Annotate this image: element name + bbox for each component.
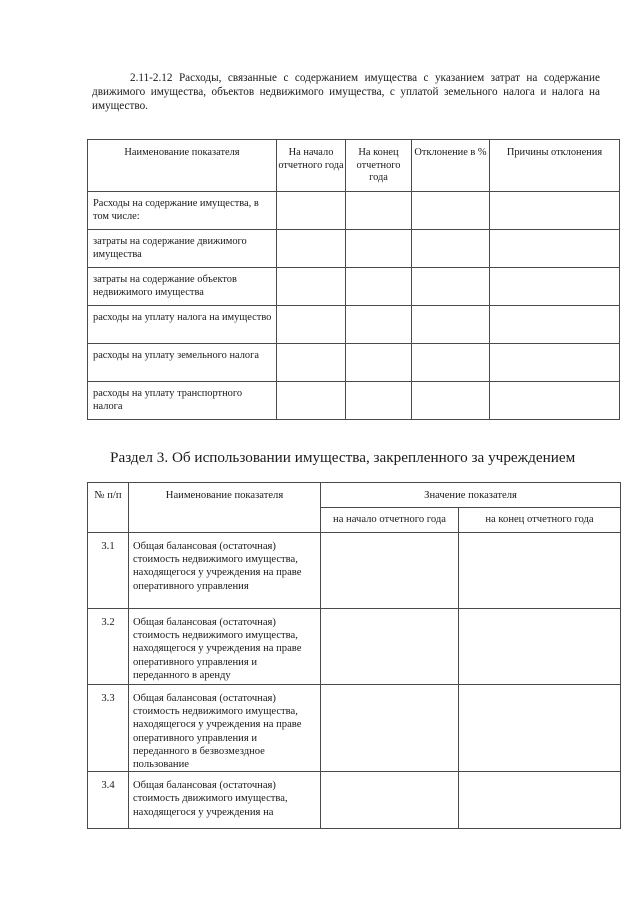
cell-deviation bbox=[412, 382, 490, 420]
row-label: Общая балансовая (остаточная) стоимость недвижимого имущества, находящегося у учреждения на праве оперативного управления и переданного в безвозмездное пользование bbox=[129, 685, 321, 772]
cell-start bbox=[277, 192, 346, 230]
cell-start bbox=[277, 230, 346, 268]
cell-end bbox=[346, 268, 412, 306]
table-row bbox=[88, 268, 620, 306]
cell-reasons bbox=[490, 268, 620, 306]
row-label: Общая балансовая (остаточная) стоимость недвижимого имущества, находящегося у учреждения на праве оперативного управления bbox=[129, 533, 321, 609]
table-row bbox=[88, 772, 621, 829]
row-number: 3.4 bbox=[88, 772, 129, 829]
cell-end bbox=[459, 609, 621, 685]
cell-start bbox=[277, 382, 346, 420]
table-row bbox=[88, 306, 620, 344]
table-row bbox=[88, 192, 620, 230]
table-row bbox=[88, 344, 620, 382]
table-row bbox=[88, 382, 620, 420]
cell-deviation bbox=[412, 192, 490, 230]
cell-start bbox=[277, 344, 346, 382]
cell-start bbox=[321, 772, 459, 829]
cell-end bbox=[459, 685, 621, 772]
cell-reasons bbox=[490, 230, 620, 268]
header-indicator-name: Наименование показателя bbox=[129, 483, 321, 533]
row-label: Расходы на содержание имущества, в том числе: bbox=[88, 192, 277, 230]
cell-start bbox=[321, 609, 459, 685]
row-label: затраты на содержание движимого имущества bbox=[88, 230, 277, 268]
cell-start bbox=[321, 533, 459, 609]
cell-reasons bbox=[490, 306, 620, 344]
header-end-of-year: На конец отчетного года bbox=[346, 140, 412, 192]
cell-start bbox=[277, 268, 346, 306]
cell-start bbox=[277, 306, 346, 344]
header-row-number: № п/п bbox=[88, 483, 129, 533]
property-usage-table bbox=[87, 482, 621, 829]
section-3-title: Раздел 3. Об использовании имущества, закрепленного за учреждением bbox=[110, 449, 576, 466]
table-row bbox=[88, 685, 621, 772]
table-row bbox=[88, 609, 621, 685]
cell-end bbox=[459, 533, 621, 609]
cell-end bbox=[346, 192, 412, 230]
header-indicator-name: Наименование показателя bbox=[88, 140, 277, 192]
row-label: расходы на уплату транспортного налога bbox=[88, 382, 277, 420]
row-label: Общая балансовая (остаточная) стоимость недвижимого имущества, находящегося у учреждения на праве оперативного управления и переданного в аренду bbox=[129, 609, 321, 685]
cell-reasons bbox=[490, 344, 620, 382]
cell-end bbox=[346, 230, 412, 268]
row-label: расходы на уплату налога на имущество bbox=[88, 306, 277, 344]
cell-end bbox=[346, 382, 412, 420]
cell-deviation bbox=[412, 230, 490, 268]
cell-reasons bbox=[490, 382, 620, 420]
row-label: расходы на уплату земельного налога bbox=[88, 344, 277, 382]
table-row bbox=[88, 533, 621, 609]
expenses-table-header bbox=[88, 140, 620, 192]
cell-reasons bbox=[490, 192, 620, 230]
header-deviation-reasons: Причины отклонения bbox=[490, 140, 620, 192]
header-end-of-year: на конец отчетного года bbox=[459, 508, 621, 533]
table-row bbox=[88, 230, 620, 268]
cell-end bbox=[346, 306, 412, 344]
cell-deviation bbox=[412, 306, 490, 344]
row-number: 3.2 bbox=[88, 609, 129, 685]
property-table-header bbox=[88, 483, 621, 508]
cell-end bbox=[459, 772, 621, 829]
row-label: затраты на содержание объектов недвижимого имущества bbox=[88, 268, 277, 306]
expenses-table bbox=[87, 139, 620, 420]
header-deviation-percent: Отклонение в % bbox=[412, 140, 490, 192]
row-label: Общая балансовая (остаточная) стоимость движимого имущества, находящегося у учреждения на bbox=[129, 772, 321, 829]
row-number: 3.3 bbox=[88, 685, 129, 772]
header-indicator-value: Значение показателя bbox=[321, 483, 621, 508]
header-start-of-year: на начало отчетного года bbox=[321, 508, 459, 533]
intro-paragraph: 2.11-2.12 Расходы, связанные с содержанием имущества с указанием затрат на содержание движимого имущества, объектов недвижимого имущества, с уплатой земельного налога и налога на имущество. bbox=[92, 72, 600, 112]
cell-deviation bbox=[412, 268, 490, 306]
row-number: 3.1 bbox=[88, 533, 129, 609]
cell-end bbox=[346, 344, 412, 382]
header-start-of-year: На начало отчетного года bbox=[277, 140, 346, 192]
cell-deviation bbox=[412, 344, 490, 382]
cell-start bbox=[321, 685, 459, 772]
